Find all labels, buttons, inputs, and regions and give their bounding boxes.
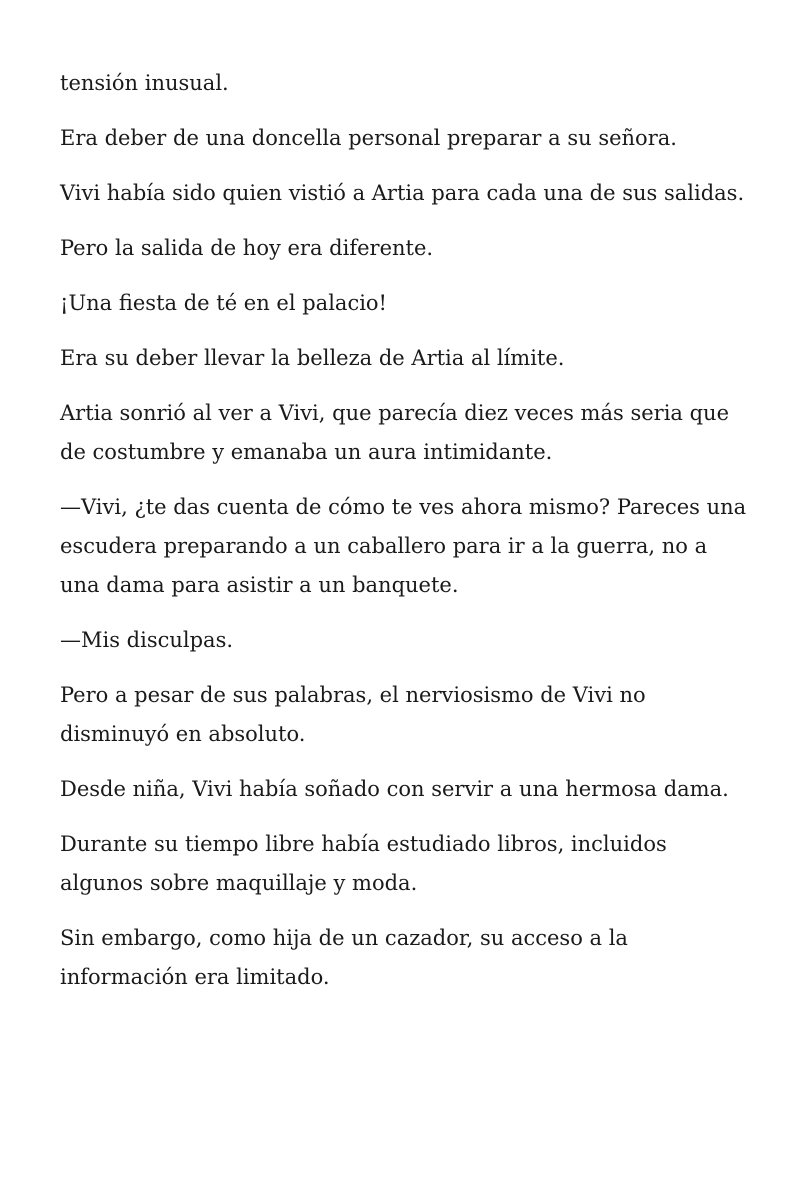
paragraph: Artia sonrió al ver a Vivi, que parecía diez veces más seria que de costumbre y emanaba un aura intimidante. bbox=[60, 401, 729, 464]
paragraph: Desde niña, Vivi había soñado con servir a una hermosa dama. bbox=[60, 777, 729, 801]
paragraph: —Mis disculpas. bbox=[60, 628, 234, 652]
paragraph: Sin embargo, como hija de un cazador, su acceso a la información era limitado. bbox=[60, 926, 628, 989]
paragraph: Era deber de una doncella personal preparar a su señora. bbox=[60, 126, 677, 150]
paragraph: Era su deber llevar la belleza de Artia al límite. bbox=[60, 346, 565, 370]
paragraph: Pero la salida de hoy era diferente. bbox=[60, 236, 434, 260]
paragraph: ¡Una fiesta de té en el palacio! bbox=[60, 291, 387, 315]
reading-page bbox=[60, 64, 750, 1013]
paragraph: Vivi había sido quien vistió a Artia para cada una de sus salidas. bbox=[60, 181, 745, 205]
paragraph: —Vivi, ¿te das cuenta de cómo te ves ahora mismo? Pareces una escudera preparando a un caballero para ir a la guerra, no a una dama para asistir a un banquete. bbox=[60, 495, 747, 597]
paragraph: Durante su tiempo libre había estudiado libros, incluidos algunos sobre maquillaje y moda. bbox=[60, 832, 667, 895]
paragraph: Pero a pesar de sus palabras, el nerviosismo de Vivi no disminuyó en absoluto. bbox=[60, 683, 646, 746]
paragraph: tensión inusual. bbox=[60, 71, 229, 95]
